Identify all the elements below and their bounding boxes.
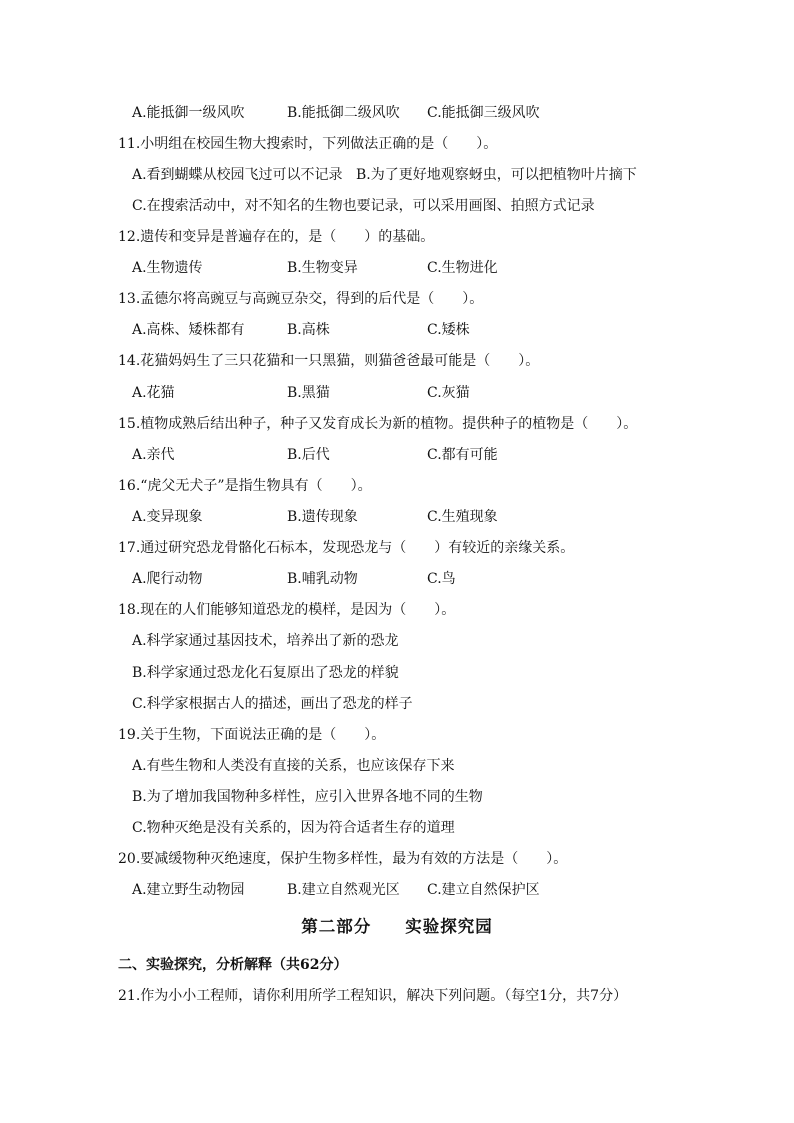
q20-option-a: A.建立野生动物园 [132, 882, 245, 898]
q13-option-b: B.高株 [287, 322, 330, 338]
section-heading: 二、实验探究，分析解释（共62分） [118, 957, 348, 973]
q10-option-c: C.能抵御三级风吹 [427, 105, 540, 121]
q20-stem: 20.要减缓物种灭绝速度，保护生物多样性，最为有效的方法是（ ）。 [118, 851, 568, 867]
q17-option-b: B.哺乳动物 [287, 571, 358, 587]
q11-option-b: B.为了更好地观察蚜虫，可以把植物叶片摘下 [356, 167, 637, 183]
q19-option-a: A.有些生物和人类没有直接的关系，也应该保存下来 [132, 758, 455, 774]
q12-stem: 12.遗传和变异是普遍存在的，是（ ）的基础。 [118, 229, 435, 245]
q14-option-c: C.灰猫 [427, 385, 470, 401]
q10-option-a: A.能抵御一级风吹 [132, 105, 245, 121]
q11-option-c: C.在搜索活动中，对不知名的生物也要记录，可以采用画图、拍照方式记录 [132, 198, 595, 214]
q15-option-c: C.都有可能 [427, 447, 498, 463]
q16-option-a: A.变异现象 [132, 509, 203, 525]
q13-option-c: C.矮株 [427, 322, 470, 338]
part-name: 实验探究园 [405, 917, 493, 936]
q18-option-b: B.科学家通过恐龙化石复原出了恐龙的样貌 [132, 665, 399, 681]
q10-option-b: B.能抵御二级风吹 [287, 105, 400, 121]
q14-stem: 14.花猫妈妈生了三只花猫和一只黑猫，则猫爸爸最可能是（ ）。 [118, 353, 540, 369]
q18-stem: 18.现在的人们能够知道恐龙的模样，是因为（ ）。 [118, 602, 456, 618]
part-label: 第二部分 [301, 917, 372, 936]
q20-option-b: B.建立自然观光区 [287, 882, 400, 898]
q19-stem: 19.关于生物，下面说法正确的是（ ）。 [118, 727, 386, 743]
q18-option-c: C.科学家根据古人的描述，画出了恐龙的样子 [132, 696, 413, 712]
q14-option-a: A.花猫 [132, 385, 175, 401]
q16-stem: 16.“虎父无犬子”是指生物具有（ ）。 [118, 478, 372, 494]
q18-option-a: A.科学家通过基因技术，培养出了新的恐龙 [132, 633, 399, 649]
q13-option-a: A.高株、矮株都有 [132, 322, 245, 338]
q17-option-a: A.爬行动物 [132, 571, 203, 587]
q21-stem: 21.作为小小工程师，请你利用所学工程知识，解决下列问题。（每空1分，共7分） [118, 988, 628, 1004]
q15-stem: 15.植物成熟后结出种子，种子又发育成长为新的植物。提供种子的植物是（ ）。 [118, 416, 638, 432]
q12-option-a: A.生物遗传 [132, 260, 203, 276]
q19-option-c: C.物种灭绝是没有关系的，因为符合适者生存的道理 [132, 820, 455, 836]
q15-option-a: A.亲代 [132, 447, 175, 463]
q16-option-c: C.生殖现象 [427, 509, 498, 525]
q17-stem: 17.通过研究恐龙骨骼化石标本，发现恐龙与（ ）有较近的亲缘关系。 [118, 540, 575, 556]
q12-option-b: B.生物变异 [287, 260, 358, 276]
part-heading [0, 917, 794, 937]
q12-option-c: C.生物进化 [427, 260, 498, 276]
q11-stem: 11.小明组在校园生物大搜索时，下列做法正确的是（ ）。 [118, 136, 498, 152]
q19-option-b: B.为了增加我国物种多样性，应引入世界各地不同的生物 [132, 789, 483, 805]
q16-option-b: B.遗传现象 [287, 509, 358, 525]
q14-option-b: B.黑猫 [287, 385, 330, 401]
q11-option-a: A.看到蝴蝶从校园飞过可以不记录 [132, 167, 343, 183]
q20-option-c: C.建立自然保护区 [427, 882, 540, 898]
q13-stem: 13.孟德尔将高豌豆与高豌豆杂交，得到的后代是（ ）。 [118, 291, 484, 307]
q17-option-c: C.鸟 [427, 571, 456, 587]
q15-option-b: B.后代 [287, 447, 330, 463]
